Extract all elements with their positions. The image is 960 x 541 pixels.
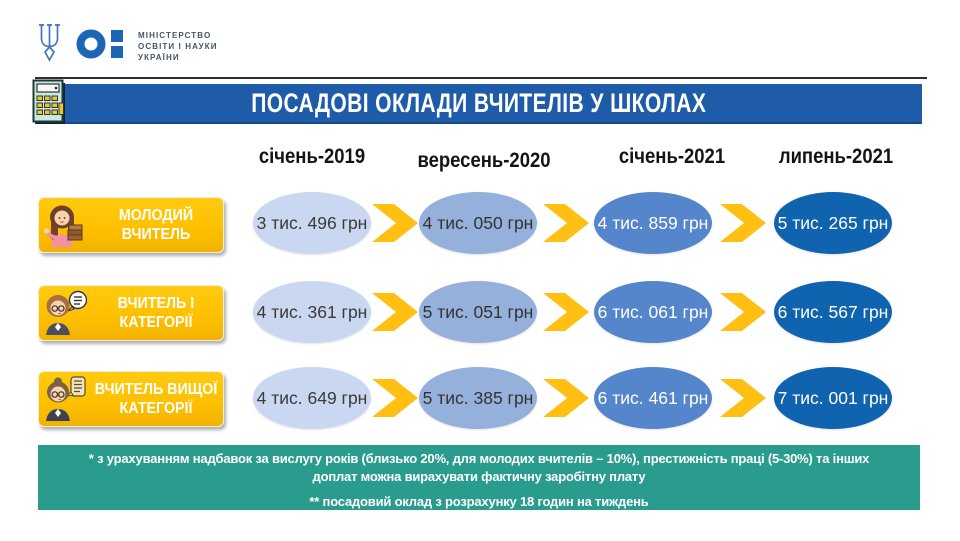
ministry-name-line: ОСВІТИ І НАУКИ	[138, 42, 218, 51]
salary-bubble: 7 тис. 001 грн	[774, 367, 892, 429]
teacher-highest-category-icon	[39, 375, 89, 423]
salary-bubble: 4 тис. 050 грн	[419, 192, 537, 254]
arrow-chevron-icon	[372, 293, 418, 331]
row-label-line: МОЛОДИЙ	[118, 207, 194, 224]
row-label-text	[94, 206, 217, 244]
row-label-highest-category	[38, 371, 224, 427]
footnotes-panel	[38, 445, 920, 510]
salary-bubble: 5 тис. 385 грн	[419, 367, 537, 429]
arrow-chevron-icon	[372, 204, 418, 242]
ministry-logo-icon	[76, 26, 128, 62]
footnote-line: * з урахуванням надбавок за вислугу років (близько 20%, для молодих вчителів – 10%), престижність праці (5-30%) та інших	[88, 451, 870, 466]
row-label-line: КАТЕГОРІЇ	[119, 400, 193, 417]
teacher-first-category-icon	[39, 289, 89, 337]
column-header-sep2020: вересень-2020	[417, 149, 551, 172]
ministry-name	[138, 30, 218, 63]
column-header-jan2021: січень-2021	[618, 145, 726, 168]
column-header-jul2021: липень-2021	[778, 145, 894, 168]
ukraine-trident-icon	[36, 22, 63, 62]
page-title: ПОСАДОВІ ОКЛАДИ ВЧИТЕЛІВ У ШКОЛАХ	[250, 87, 707, 118]
arrow-chevron-icon	[543, 204, 589, 242]
salary-bubble: 5 тис. 265 грн	[774, 192, 892, 254]
row-label-line: ВЧИТЕЛЬ	[121, 226, 191, 243]
ministry-name-line: МІНІСТЕРСТВО	[138, 31, 212, 40]
salary-bubble: 6 тис. 461 грн	[594, 367, 712, 429]
salary-bubble: 4 тис. 361 грн	[253, 281, 371, 343]
calculator-icon	[32, 78, 68, 126]
footnote-line: доплат можна вирахувати фактичну заробітну плату	[312, 469, 646, 484]
title-bar	[35, 84, 922, 124]
ministry-name-line: УКРАЇНИ	[138, 53, 180, 62]
arrow-chevron-icon	[372, 379, 418, 417]
row-label-line: КАТЕГОРІЇ	[119, 314, 193, 331]
row-label-line: ВЧИТЕЛЬ ВИЩОЇ	[94, 381, 218, 398]
column-header-jan2019: січень-2019	[258, 145, 366, 168]
row-label-first-category	[38, 285, 224, 341]
row-label-text	[94, 294, 217, 332]
footnote-line: ** посадовий оклад з розрахунку 18 годин на тиждень	[309, 494, 649, 509]
teacher-young-icon	[39, 201, 89, 249]
divider-line	[35, 77, 927, 79]
salary-bubble: 3 тис. 496 грн	[253, 192, 371, 254]
arrow-chevron-icon	[720, 293, 766, 331]
salary-bubble: 5 тис. 051 грн	[419, 281, 537, 343]
arrow-chevron-icon	[543, 293, 589, 331]
row-label-line: ВЧИТЕЛЬ І	[117, 295, 195, 312]
row-label-young-teacher	[38, 197, 224, 253]
arrow-chevron-icon	[720, 204, 766, 242]
row-label-text	[94, 380, 217, 418]
salary-bubble: 4 тис. 859 грн	[594, 192, 712, 254]
salary-bubble: 4 тис. 649 грн	[253, 367, 371, 429]
arrow-chevron-icon	[720, 379, 766, 417]
salary-bubble: 6 тис. 061 грн	[594, 281, 712, 343]
salary-bubble: 6 тис. 567 грн	[774, 281, 892, 343]
arrow-chevron-icon	[543, 379, 589, 417]
